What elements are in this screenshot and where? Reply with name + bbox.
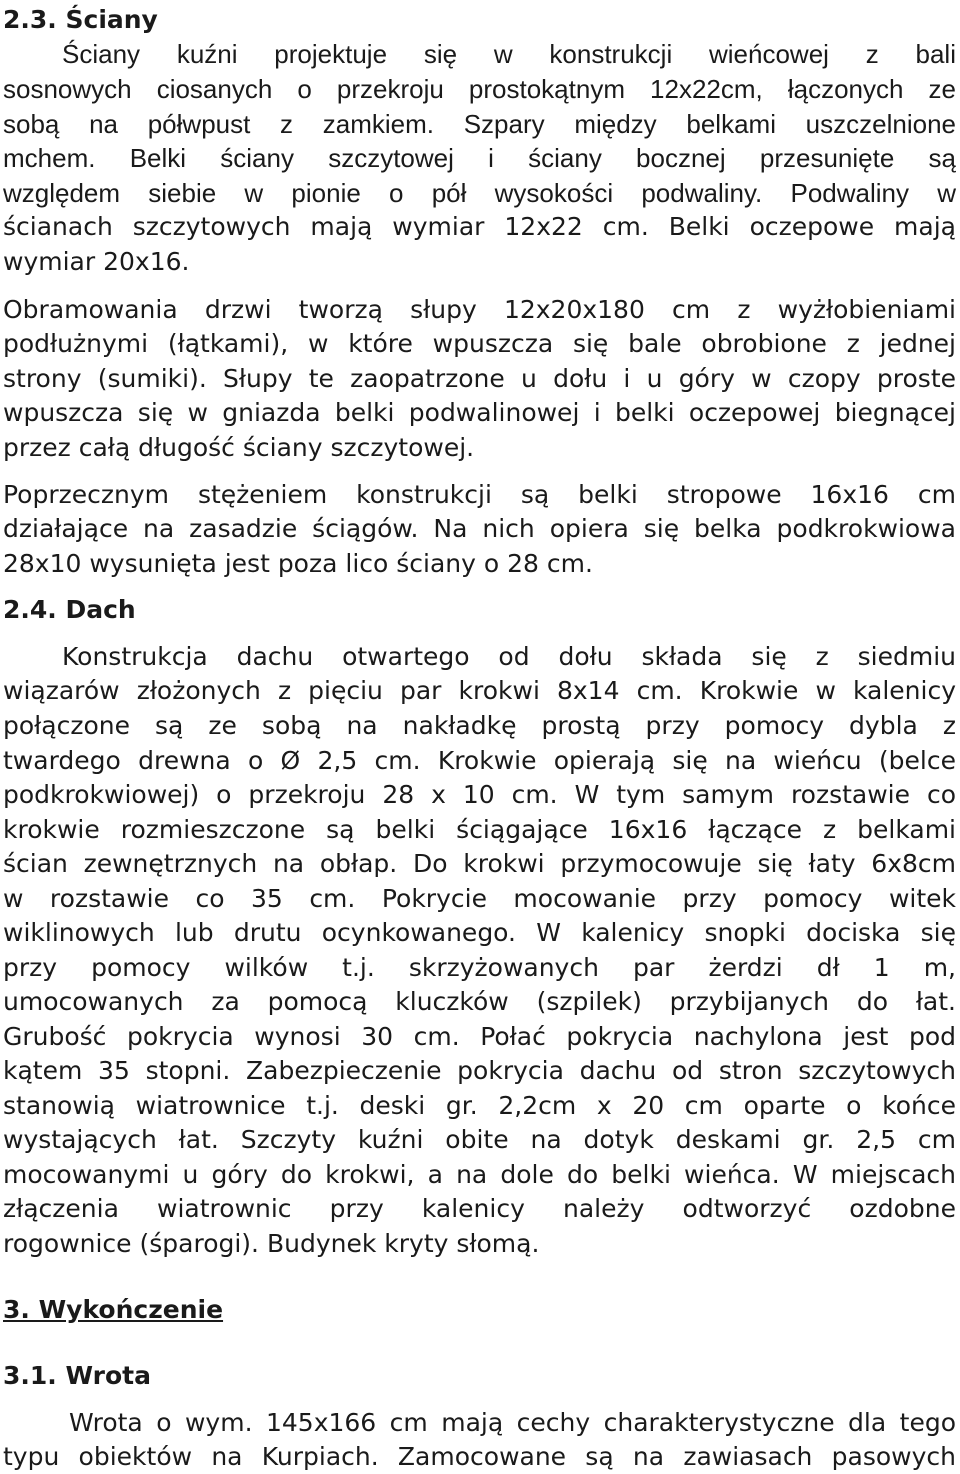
paragraph-line: względem siebie w pionie o pół wysokości podwaliny. Podwaliny w [3,178,956,208]
paragraph-line: Konstrukcja dachu otwartego od dołu składa się z siedmiu [62,642,956,671]
paragraph-line: mocowanymi u góry do krokwi, a na dole do belki wieńca. W miejscach [3,1160,956,1189]
paragraph-line: złączenia wiatrownic przy kalenicy należy odtworzyć ozdobne [3,1194,956,1223]
paragraph-line: twardego drewna o Ø 2,5 cm. Krokwie opierają się na wieńcu (belce [3,746,956,775]
section-heading-3-1: 3.1. Wrota [3,1361,151,1390]
paragraph-line: w rozstawie co 35 cm. Pokrycie mocowanie przy pomocy witek [3,884,956,913]
section-heading-3-text: 3. Wykończenie [3,1295,224,1324]
paragraph-line: stanowią wiatrownice t.j. deski gr. 2,2cm x 20 cm oparte o końce [3,1091,956,1120]
paragraph-line: typu obiektów na Kurpiach. Zamocowane są na zawiasach pasowych [3,1442,956,1471]
paragraph-line: wpuszcza się w gniazda belki podwalinowej i belki oczepowej biegnącej [3,398,956,427]
paragraph-line: wymiar 20x16. [3,247,190,276]
paragraph-line: umocowanych za pomocą kluczków (szpilek) przybijanych do łat. [3,987,956,1016]
paragraph-line: podkrokwiowej) o przekroju 28 x 10 cm. W tym samym rozstawie co [3,780,956,809]
paragraph-line: mchem. Belki ściany szczytowej i ściany bocznej przesunięte są [3,143,956,173]
paragraph-line: strony (sumiki). Słupy te zaopatrzone u dołu i u góry w czopy proste [3,364,956,393]
paragraph-line: przy pomocy wilków t.j. skrzyżowanych par żerdzi dł 1 m, [3,953,956,982]
paragraph-line: 28x10 wysunięta jest poza lico ściany o 28 cm. [3,549,593,578]
section-heading-3 [3,1293,956,1327]
paragraph-line: Grubość pokrycia wynosi 30 cm. Połać pokrycia nachylona jest pod [3,1022,956,1051]
paragraph-line: sobą na półwpust z zamkiem. Szpary między belkami uszczelnione [3,109,956,139]
paragraph-line: sosnowych ciosanych o przekroju prostokątnym 12x22cm, łączonych ze [3,74,956,104]
paragraph-line: Wrota o wym. 145x166 cm mają cechy charakterystyczne dla tego [69,1408,956,1437]
paragraph-line: wiązarów złożonych z pięciu par krokwi 8x14 cm. Krokwie w kalenicy [3,676,956,705]
paragraph-line: ścianach szczytowych mają wymiar 12x22 cm. Belki oczepowe mają [3,212,956,241]
paragraph-line: podłużnymi (łątkami), w które wpuszcza się bale obrobione z jednej [3,329,956,358]
section-heading-2-3: 2.3. Ściany [3,5,158,34]
paragraph-line: wiklinowych lub drutu ocynkowanego. W kalenicy snopki dociska się [3,918,956,947]
paragraph-line: Poprzecznym stężeniem konstrukcji są belki stropowe 16x16 cm [3,480,956,509]
paragraph-line: działające na zasadzie ściągów. Na nich opiera się belka podkrokwiowa [3,514,956,543]
paragraph-line: wystających łat. Szczyty kuźni obite na dotyk deskami gr. 2,5 cm [3,1125,956,1154]
paragraph-line: Obramowania drzwi tworzą słupy 12x20x180 cm z wyżłobieniami [3,295,956,324]
paragraph-line: kątem 35 stopni. Zabezpieczenie pokrycia dachu od stron szczytowych [3,1056,956,1085]
paragraph-line: ścian zewnętrznych na obłap. Do krokwi przymocowuje się łaty 6x8cm [3,849,956,878]
paragraph-line: rogownice (śparogi). Budynek kryty słomą. [3,1229,540,1258]
paragraph-line: krokwie rozmieszczone są belki ściągające 16x16 łączące z belkami [3,815,956,844]
paragraph-line: przez całą długość ściany szczytowej. [3,433,475,462]
paragraph-line: połączone są ze sobą na nakładkę prostą przy pomocy dybla z [3,711,956,740]
section-heading-2-4: 2.4. Dach [3,595,136,624]
paragraph-line: Ściany kuźni projektuje się w konstrukcji wieńcowej z bali [62,39,956,69]
